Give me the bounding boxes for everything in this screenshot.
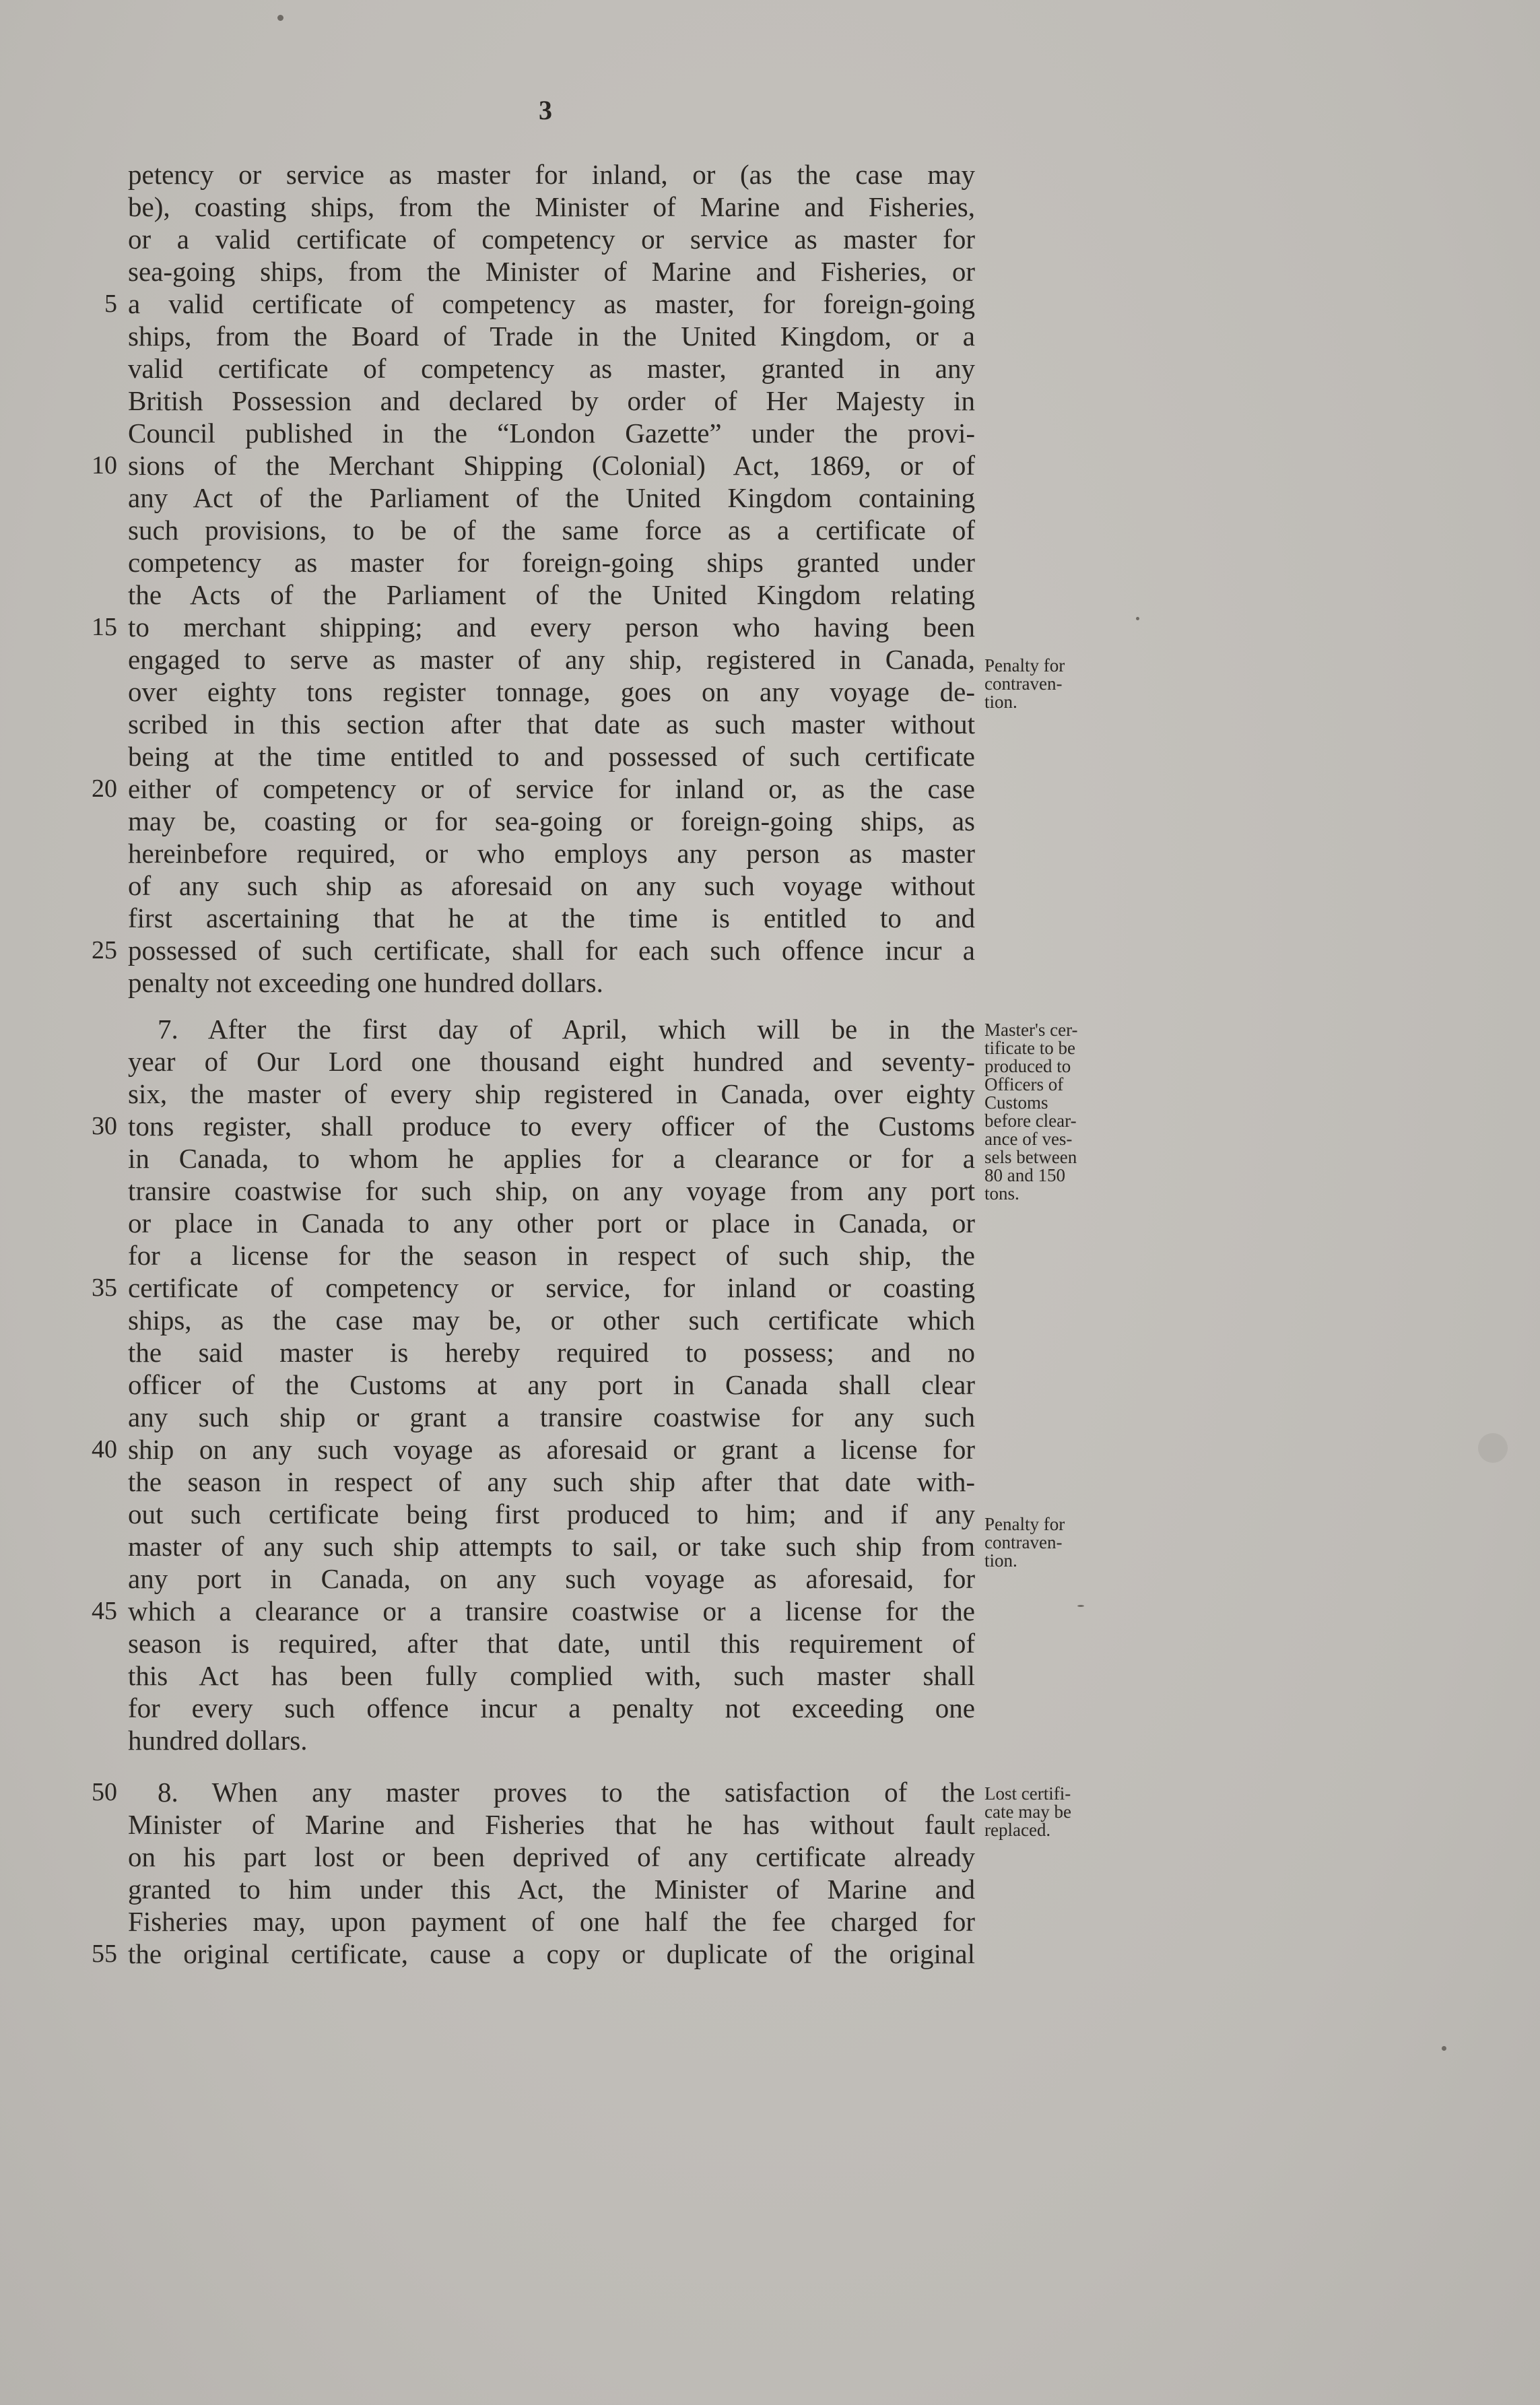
text-line: which a clearance or a transire coastwise or a license for the [128,1595,975,1626]
text-line: being at the time entitled to and possessed of such certificate [128,741,975,772]
text-line: valid certificate of competency as master, granted in any [128,353,975,384]
text-line: tons register, shall produce to every officer of the Customs [128,1111,975,1142]
text-line: ship on any such voyage as aforesaid or grant a license for [128,1434,975,1465]
text-line: the season in respect of any such ship after that date with- [128,1466,975,1497]
text-line: first ascertaining that he at the time is entitled to and [128,902,975,933]
text-line: engaged to serve as master of any ship, registered in Canada, [128,644,975,675]
margin-note-penalty [984,657,1139,711]
margin-note-line: Penalty for [984,1514,1065,1534]
text-line: ships, as the case may be, or other such certificate which [128,1305,975,1336]
line-number: 45 [92,1597,117,1625]
text-line: for every such offence incur a penalty not exceeding one [128,1692,975,1723]
text-line: transire coastwise for such ship, on any voyage from any port [128,1175,975,1206]
text-line: this Act has been fully complied with, such master shall [128,1660,975,1691]
margin-note-line: contraven- [984,673,1063,694]
margin-note-line: before clear- [984,1111,1077,1131]
text-line: or place in Canada to any other port or place in Canada, or [128,1208,975,1239]
margin-note-line: produced to [984,1056,1071,1076]
text-line: scribed in this section after that date as such master without [128,709,975,739]
line-number: 35 [92,1274,117,1302]
margin-note-line: Penalty for [984,655,1065,676]
page-number: 3 [539,95,552,125]
line-number: 30 [92,1112,117,1140]
margin-note-line: tion. [984,1550,1017,1571]
text-line: be), coasting ships, from the Minister of Marine and Fisheries, [128,191,975,222]
section-8-start: 8. When any master proves to the satisfaction of the [158,1777,975,1808]
text-line: the Acts of the Parliament of the United Kingdom relating [128,579,975,610]
text-line: of any such ship as aforesaid on any such voyage without [128,870,975,901]
text-line: master of any such ship attempts to sail, or take such ship from [128,1531,975,1562]
line-number: 20 [92,775,117,803]
text-line: granted to him under this Act, the Minister of Marine and [128,1874,975,1905]
margin-note-line: cate may be [984,1802,1071,1822]
text-line: on his part lost or been deprived of any certificate already [128,1841,975,1872]
margin-note-master-certificate [984,1021,1139,1203]
text-line: may be, coasting or for sea-going or foreign-going ships, as [128,805,975,836]
text-line: to merchant shipping; and every person who having been [128,612,975,643]
text-line: hundred dollars. [128,1725,308,1756]
section-7-start: 7. After the first day of April, which will be in the [158,1014,975,1045]
text-line: Minister of Marine and Fisheries that he has without fault [128,1809,975,1840]
line-number: 10 [92,451,117,480]
text-line: ships, from the Board of Trade in the United Kingdom, or a [128,321,975,352]
margin-note-line: Master's cer- [984,1020,1078,1040]
text-line: penalty not exceeding one hundred dollars. [128,967,603,998]
line-number: 5 [104,290,117,318]
text-line: sions of the Merchant Shipping (Colonial) Act, 1869, or of [128,450,975,481]
margin-note-line: contraven- [984,1532,1063,1552]
text-line: possessed of such certificate, shall for each such offence incur a [128,935,975,966]
margin-note-line: 80 and 150 [984,1165,1065,1185]
text-line: sea-going ships, from the Minister of Marine and Fisheries, or [128,256,975,287]
text-line: any port in Canada, on any such voyage as aforesaid, for [128,1563,975,1594]
text-line: season is required, after that date, until this requirement of [128,1628,975,1659]
paper-speck [1136,617,1139,620]
text-line: out such certificate being first produced to him; and if any [128,1498,975,1529]
margin-note-line: ance of ves- [984,1129,1073,1149]
text-line: a valid certificate of competency as master, for foreign-going [128,288,975,319]
margin-note-penalty-2 [984,1515,1139,1570]
margin-note-line: Officers of [984,1074,1064,1094]
text-line: or a valid certificate of competency or service as master for [128,224,975,255]
text-line: for a license for the season in respect of such ship, the [128,1240,975,1271]
text-line: petency or service as master for inland, or (as the case may [128,159,975,190]
paper-speck [1442,2046,1446,2051]
line-number: 55 [92,1940,117,1968]
text-line: Council published in the “London Gazette” under the provi- [128,418,975,449]
line-number: 50 [92,1778,117,1806]
text-line: hereinbefore required, or who employs any person as master [128,838,975,869]
margin-note-line: Lost certifi- [984,1783,1071,1804]
paper-speck [1077,1605,1084,1607]
text-line: competency as master for foreign-going ships granted under [128,547,975,578]
text-line: the said master is hereby required to possess; and no [128,1337,975,1368]
paper-speck [277,15,283,21]
paper-stain [1478,1433,1508,1463]
margin-note-line: replaced. [984,1820,1051,1840]
line-number: 15 [92,613,117,641]
text-line: any such ship or grant a transire coastwise for any such [128,1402,975,1432]
text-line: any Act of the Parliament of the United Kingdom containing [128,482,975,513]
text-line: six, the master of every ship registered in Canada, over eighty [128,1078,975,1109]
margin-note-line: tons. [984,1183,1019,1204]
margin-note-line: sels between [984,1147,1077,1167]
margin-note-lost-certificate [984,1785,1139,1839]
margin-note-line: tificate to be [984,1038,1075,1058]
text-line: over eighty tons register tonnage, goes on any voyage de- [128,676,975,707]
text-line: officer of the Customs at any port in Canada shall clear [128,1369,975,1400]
text-line: certificate of competency or service, for inland or coasting [128,1272,975,1303]
text-line: the original certificate, cause a copy or duplicate of the original [128,1938,975,1969]
margin-note-line: Customs [984,1092,1048,1113]
text-line: either of competency or of service for inland or, as the case [128,773,975,804]
line-number: 40 [92,1435,117,1463]
text-line: British Possession and declared by order of Her Majesty in [128,385,975,416]
text-line: in Canada, to whom he applies for a clearance or for a [128,1143,975,1174]
text-line: year of Our Lord one thousand eight hundred and seventy- [128,1046,975,1077]
text-line: Fisheries may, upon payment of one half the fee charged for [128,1906,975,1937]
margin-note-line: tion. [984,692,1017,712]
line-number: 25 [92,936,117,964]
text-line: such provisions, to be of the same force as a certificate of [128,515,975,546]
